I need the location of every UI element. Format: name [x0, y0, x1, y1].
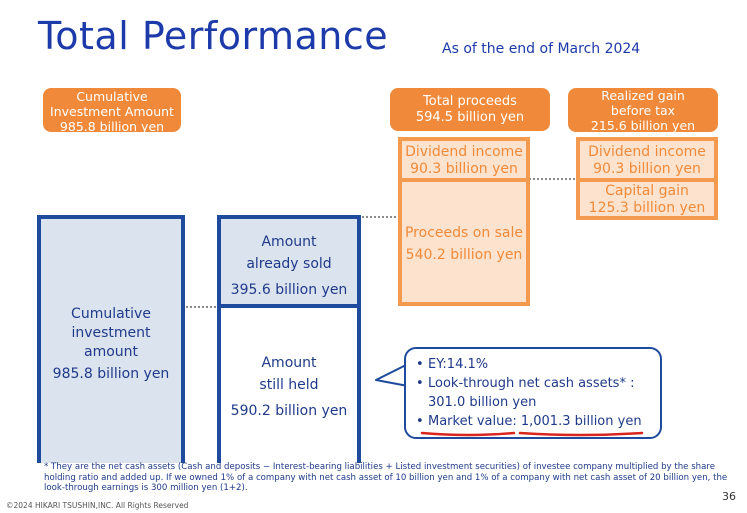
- page-number: 36: [722, 490, 736, 503]
- cumulative-investment-bar: [37, 215, 185, 463]
- ey-item: [416, 355, 660, 374]
- realized-gain-label: [568, 88, 718, 132]
- amount-sold-bar: [217, 215, 361, 308]
- bar-value: 90.3 billion yen: [593, 161, 701, 177]
- bar-label-line: investment: [71, 325, 151, 341]
- bar-label-line: Dividend income: [405, 144, 523, 160]
- bar-value: 395.6 billion yen: [230, 282, 348, 298]
- label-line: Cumulative: [76, 89, 148, 104]
- highlights-callout: [404, 347, 662, 439]
- connector-line: [358, 216, 400, 218]
- capital-gain-bar: [576, 178, 718, 220]
- lookthrough-item: [416, 374, 660, 412]
- label-line: 594.5 billion yen: [415, 110, 525, 125]
- label-line: Investment Amount: [50, 104, 174, 119]
- lookthrough-label: Look-through net cash assets* :: [428, 376, 635, 391]
- total-proceeds-label: [390, 88, 550, 131]
- amount-held-bar: [217, 304, 361, 463]
- market-value-underline: [420, 427, 650, 439]
- page-title: Total Performance: [38, 14, 389, 58]
- cumulative-investment-label: [43, 88, 181, 132]
- proceeds-on-sale-bar: [398, 178, 530, 306]
- label-line: before tax: [610, 103, 676, 118]
- copyright: ©2024 HIKARI TSUSHIN,INC. All Rights Reserved: [6, 501, 189, 510]
- label-line: Total proceeds: [423, 94, 517, 109]
- connector-line: [182, 306, 220, 308]
- bar-value: 985.8 billion yen: [52, 366, 170, 382]
- dividend-income-bar: [398, 137, 530, 182]
- label-line: 985.8 billion yen: [59, 119, 165, 134]
- ey-text: EY:14.1%: [428, 357, 489, 372]
- bar-label-line: still held: [259, 377, 319, 393]
- bar-label-line: Dividend income: [588, 144, 706, 160]
- market-value-label: Market value:: [428, 414, 517, 429]
- realized-dividend-income-bar: [576, 137, 718, 182]
- bar-label-line: Proceeds on sale: [404, 225, 524, 241]
- bar-label-line: already sold: [246, 256, 332, 272]
- connector-line: [526, 178, 578, 180]
- bar-label-line: Cumulative: [71, 306, 151, 322]
- bar-value: 90.3 billion yen: [410, 161, 518, 177]
- bar-value: 125.3 billion yen: [588, 200, 706, 216]
- bar-label-line: Amount: [261, 234, 317, 250]
- as-of-date: As of the end of March 2024: [442, 41, 641, 57]
- bar-label-line: Amount: [261, 355, 317, 371]
- market-value-amount: 1,001.3 billion yen: [520, 414, 642, 429]
- label-line: 215.6 billion yen: [590, 118, 696, 133]
- bar-value: 590.2 billion yen: [230, 403, 348, 419]
- bar-label-line: Capital gain: [605, 183, 689, 199]
- bar-label-line: amount: [83, 344, 139, 360]
- label-line: Realized gain: [601, 88, 685, 103]
- lookthrough-value: 301.0 billion yen: [428, 395, 537, 410]
- footnote: * They are the net cash assets (Cash and deposits − Interest-bearing liabilities + Listed investment securities) of investee company multiplied by the share holding ratio and added up. If we owned 1% of a company with net cash asset of 10 billion yen and 1% of a company with net cash asset of 20 billion yen, the look-through earnings is 300 million yen (1+2).: [44, 462, 728, 493]
- bar-value: 540.2 billion yen: [405, 247, 523, 263]
